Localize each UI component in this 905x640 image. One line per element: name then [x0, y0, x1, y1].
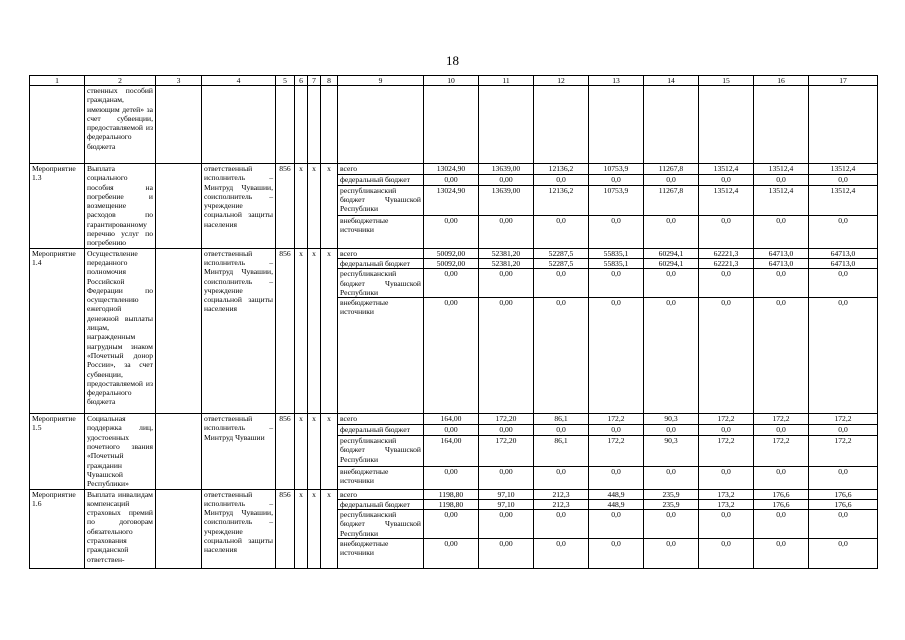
funding-source-cell: внебюджетные источники — [338, 216, 424, 249]
value-cell: 0,0 — [644, 298, 699, 414]
value-cell: 0,0 — [589, 539, 644, 569]
funding-source-cell: республиканский бюджет Чувашской Республики — [338, 269, 424, 298]
column-header-7: 7 — [308, 76, 321, 86]
responsible-cell: ответственный исполнитель – Минтруд Чувашии, соисполнитель – учреждение социальной защиты населения — [202, 489, 276, 568]
value-cell: 172,20 — [479, 436, 534, 467]
funding-source-cell: федеральный бюджет — [338, 425, 424, 436]
value-cell: 60294,1 — [644, 258, 699, 268]
value-cell: 164,00 — [424, 436, 479, 467]
value-cell: 448,9 — [589, 489, 644, 499]
funding-source-cell: внебюджетные источники — [338, 539, 424, 569]
funding-source-cell: федеральный бюджет — [338, 499, 424, 509]
value-cell: 0,00 — [479, 425, 534, 436]
measure-description-cell: Выплата инвалидам компенсаций страховых премий по договорам обязательного страхования гражданской ответствен- — [85, 489, 156, 568]
value-cell: 0,00 — [479, 298, 534, 414]
value-cell: 0,0 — [589, 425, 644, 436]
grbs-code-cell: 856 — [276, 414, 295, 489]
value-cell: 172,2 — [809, 436, 878, 467]
funding-source-cell: всего — [338, 414, 424, 425]
empty-cell — [644, 86, 699, 164]
measure-name-cell: Мероприятие 1.4 — [30, 248, 85, 413]
measure-description-cell: Осуществление переданного полномочия Российской Федерации по осуществлению ежегодной денежной выплаты лицам, награжденным нагрудным знаком «Почетный донор России», за счет субвенции, предоставляемой из федерального бюджета — [85, 248, 156, 413]
value-cell: 172,2 — [699, 436, 754, 467]
value-cell: 10753,9 — [589, 185, 644, 215]
funding-source-cell: республиканский бюджет Чувашской Республики — [338, 436, 424, 467]
column-header-6: 6 — [295, 76, 308, 86]
empty-cell — [699, 86, 754, 164]
empty-cell — [754, 86, 809, 164]
column-header-5: 5 — [276, 76, 295, 86]
value-cell: 0,00 — [479, 510, 534, 539]
value-cell: 0,0 — [809, 216, 878, 249]
grbs-code-cell: 856 — [276, 164, 295, 249]
value-cell: 0,0 — [589, 174, 644, 185]
value-cell: 52381,20 — [479, 258, 534, 268]
responsible-cell: ответственный исполнитель – Минтруд Чувашии, соисполнитель – учреждение социальной защиты населения — [202, 164, 276, 249]
value-cell: 0,00 — [479, 467, 534, 489]
responsible-cell: ответственный исполнитель – Минтруд Чувашии — [202, 414, 276, 489]
value-cell: 0,0 — [699, 425, 754, 436]
empty-cell — [321, 86, 338, 164]
value-cell: 176,6 — [809, 499, 878, 509]
value-cell: 52287,5 — [534, 248, 589, 258]
value-cell: 0,0 — [699, 174, 754, 185]
value-cell: 0,0 — [809, 298, 878, 414]
measure-name-cell — [30, 86, 85, 164]
value-cell: 13512,4 — [809, 164, 878, 175]
value-cell: 164,00 — [424, 414, 479, 425]
value-cell: 64713,0 — [809, 258, 878, 268]
value-cell: 0,00 — [479, 174, 534, 185]
value-cell: 0,0 — [699, 467, 754, 489]
value-cell: 1198,80 — [424, 489, 479, 499]
measure-description-cell: ственных пособий гражданам, имеющим детей» за счет субвенции, предоставляемой из федерального бюджета — [85, 86, 156, 164]
responsible-cell: ответственный исполнитель – Минтруд Чувашии, соисполнитель – учреждение социальной защиты населения — [202, 248, 276, 413]
code-x-cell: x — [295, 248, 308, 413]
value-cell: 0,0 — [644, 510, 699, 539]
value-cell: 173,2 — [699, 499, 754, 509]
value-cell: 97,10 — [479, 489, 534, 499]
funding-source-cell: республиканский бюджет Чувашской Республики — [338, 510, 424, 539]
value-cell: 0,0 — [754, 539, 809, 569]
empty-cell — [809, 86, 878, 164]
value-cell: 13512,4 — [754, 185, 809, 215]
column-header-14: 14 — [644, 76, 699, 86]
value-cell: 212,3 — [534, 489, 589, 499]
value-cell: 13512,4 — [809, 185, 878, 215]
funding-source-cell: внебюджетные источники — [338, 467, 424, 489]
value-cell: 0,0 — [534, 510, 589, 539]
value-cell: 0,0 — [754, 425, 809, 436]
empty-cell — [156, 489, 202, 568]
value-cell: 0,00 — [424, 510, 479, 539]
value-cell: 0,0 — [809, 269, 878, 298]
value-cell: 10753,9 — [589, 164, 644, 175]
value-cell: 0,0 — [809, 467, 878, 489]
value-cell: 64713,0 — [754, 258, 809, 268]
value-cell: 0,0 — [809, 539, 878, 569]
value-cell: 0,0 — [754, 510, 809, 539]
funding-source-cell: федеральный бюджет — [338, 258, 424, 268]
value-cell: 0,00 — [479, 539, 534, 569]
measure-name-cell: Мероприятие 1.5 — [30, 414, 85, 489]
value-cell: 13024,90 — [424, 185, 479, 215]
value-cell: 11267,8 — [644, 185, 699, 215]
column-header-10: 10 — [424, 76, 479, 86]
value-cell: 13639,00 — [479, 164, 534, 175]
table-row — [30, 164, 878, 175]
value-cell: 0,00 — [424, 269, 479, 298]
empty-cell — [295, 86, 308, 164]
value-cell: 0,00 — [424, 216, 479, 249]
value-cell: 172,2 — [809, 414, 878, 425]
header-row — [30, 76, 878, 86]
page-number: 18 — [446, 53, 459, 68]
column-header-12: 12 — [534, 76, 589, 86]
value-cell: 12136,2 — [534, 185, 589, 215]
value-cell: 13512,4 — [699, 164, 754, 175]
value-cell: 0,0 — [699, 539, 754, 569]
value-cell: 60294,1 — [644, 248, 699, 258]
value-cell: 52287,5 — [534, 258, 589, 268]
value-cell: 0,0 — [534, 174, 589, 185]
value-cell: 0,0 — [534, 216, 589, 249]
grbs-code-cell: 856 — [276, 248, 295, 413]
value-cell: 0,0 — [589, 467, 644, 489]
measure-name-cell: Мероприятие 1.6 — [30, 489, 85, 568]
value-cell: 0,0 — [699, 298, 754, 414]
value-cell: 176,6 — [754, 489, 809, 499]
value-cell: 176,6 — [809, 489, 878, 499]
table-row — [30, 414, 878, 425]
value-cell: 0,0 — [809, 425, 878, 436]
empty-cell — [479, 86, 534, 164]
continuation-row — [30, 86, 878, 164]
value-cell: 172,20 — [479, 414, 534, 425]
value-cell: 172,2 — [589, 414, 644, 425]
empty-cell — [534, 86, 589, 164]
table-row — [30, 248, 878, 258]
value-cell: 62221,3 — [699, 258, 754, 268]
funding-source-cell: внебюджетные источники — [338, 298, 424, 414]
value-cell: 0,0 — [809, 174, 878, 185]
value-cell: 0,00 — [479, 216, 534, 249]
value-cell: 90,3 — [644, 436, 699, 467]
empty-cell — [156, 164, 202, 249]
code-x-cell: x — [295, 414, 308, 489]
value-cell: 0,0 — [644, 174, 699, 185]
value-cell: 0,0 — [644, 539, 699, 569]
funding-source-cell: республиканский бюджет Чувашской Республики — [338, 185, 424, 215]
column-header-3: 3 — [156, 76, 202, 86]
value-cell: 0,0 — [754, 269, 809, 298]
table-row — [30, 489, 878, 499]
value-cell: 0,0 — [644, 425, 699, 436]
value-cell: 0,0 — [589, 510, 644, 539]
funding-source-cell: всего — [338, 164, 424, 175]
code-x-cell: x — [308, 164, 321, 249]
code-x-cell: x — [295, 164, 308, 249]
value-cell: 13024,90 — [424, 164, 479, 175]
value-cell: 0,00 — [424, 174, 479, 185]
column-header-13: 13 — [589, 76, 644, 86]
column-header-2: 2 — [85, 76, 156, 86]
value-cell: 62221,3 — [699, 248, 754, 258]
column-header-15: 15 — [699, 76, 754, 86]
value-cell: 0,0 — [754, 298, 809, 414]
value-cell: 0,0 — [754, 467, 809, 489]
value-cell: 235,9 — [644, 489, 699, 499]
value-cell: 0,00 — [424, 298, 479, 414]
column-header-11: 11 — [479, 76, 534, 86]
code-x-cell: x — [321, 414, 338, 489]
value-cell: 13512,4 — [754, 164, 809, 175]
empty-cell — [589, 86, 644, 164]
value-cell: 0,0 — [534, 269, 589, 298]
value-cell: 52381,20 — [479, 248, 534, 258]
column-header-4: 4 — [202, 76, 276, 86]
value-cell: 0,0 — [699, 510, 754, 539]
value-cell: 64713,0 — [809, 248, 878, 258]
value-cell: 0,0 — [534, 539, 589, 569]
code-x-cell: x — [321, 489, 338, 568]
value-cell: 0,0 — [534, 425, 589, 436]
value-cell: 86,1 — [534, 414, 589, 425]
value-cell: 172,2 — [699, 414, 754, 425]
value-cell: 0,0 — [754, 216, 809, 249]
value-cell: 0,00 — [424, 425, 479, 436]
empty-cell — [156, 86, 202, 164]
value-cell: 50092,00 — [424, 248, 479, 258]
empty-cell — [202, 86, 276, 164]
value-cell: 64713,0 — [754, 248, 809, 258]
value-cell: 13639,00 — [479, 185, 534, 215]
empty-cell — [276, 86, 295, 164]
column-header-8: 8 — [321, 76, 338, 86]
code-x-cell: x — [295, 489, 308, 568]
value-cell: 55835,1 — [589, 258, 644, 268]
value-cell: 0,0 — [754, 174, 809, 185]
value-cell: 0,0 — [699, 216, 754, 249]
value-cell: 90,3 — [644, 414, 699, 425]
empty-cell — [156, 248, 202, 413]
value-cell: 172,2 — [754, 414, 809, 425]
measure-description-cell: Социальная поддержка лиц, удостоенных почетного звания «Почетный гражданин Чувашской Республики» — [85, 414, 156, 489]
value-cell: 235,9 — [644, 499, 699, 509]
value-cell: 172,2 — [754, 436, 809, 467]
code-x-cell: x — [321, 164, 338, 249]
code-x-cell: x — [308, 489, 321, 568]
value-cell: 212,3 — [534, 499, 589, 509]
value-cell: 97,10 — [479, 499, 534, 509]
column-header-16: 16 — [754, 76, 809, 86]
value-cell: 12136,2 — [534, 164, 589, 175]
empty-cell — [338, 86, 424, 164]
value-cell: 0,0 — [644, 216, 699, 249]
value-cell: 0,00 — [479, 269, 534, 298]
code-x-cell: x — [308, 248, 321, 413]
funding-source-cell: всего — [338, 489, 424, 499]
column-header-1: 1 — [30, 76, 85, 86]
value-cell: 173,2 — [699, 489, 754, 499]
measure-description-cell: Выплата социального пособия на погребение и возмещение расходов по гарантированному перечню услуг по погребению — [85, 164, 156, 249]
grbs-code-cell: 856 — [276, 489, 295, 568]
value-cell: 176,6 — [754, 499, 809, 509]
value-cell: 86,1 — [534, 436, 589, 467]
column-header-9: 9 — [338, 76, 424, 86]
column-header-17: 17 — [809, 76, 878, 86]
value-cell: 0,00 — [424, 539, 479, 569]
value-cell: 448,9 — [589, 499, 644, 509]
empty-cell — [156, 414, 202, 489]
code-x-cell: x — [321, 248, 338, 413]
value-cell: 0,00 — [424, 467, 479, 489]
value-cell: 0,0 — [589, 298, 644, 414]
measure-name-cell: Мероприятие 1.3 — [30, 164, 85, 249]
empty-cell — [308, 86, 321, 164]
value-cell: 0,0 — [699, 269, 754, 298]
value-cell: 0,0 — [809, 510, 878, 539]
value-cell: 13512,4 — [699, 185, 754, 215]
value-cell: 0,0 — [589, 269, 644, 298]
value-cell: 55835,1 — [589, 248, 644, 258]
value-cell: 0,0 — [534, 467, 589, 489]
empty-cell — [424, 86, 479, 164]
value-cell: 0,0 — [534, 298, 589, 414]
value-cell: 11267,8 — [644, 164, 699, 175]
code-x-cell: x — [308, 414, 321, 489]
value-cell: 50092,00 — [424, 258, 479, 268]
funding-source-cell: всего — [338, 248, 424, 258]
value-cell: 0,0 — [644, 269, 699, 298]
value-cell: 0,0 — [644, 467, 699, 489]
value-cell: 0,0 — [589, 216, 644, 249]
value-cell: 1198,80 — [424, 499, 479, 509]
value-cell: 172,2 — [589, 436, 644, 467]
budget-table — [29, 75, 878, 569]
funding-source-cell: федеральный бюджет — [338, 174, 424, 185]
